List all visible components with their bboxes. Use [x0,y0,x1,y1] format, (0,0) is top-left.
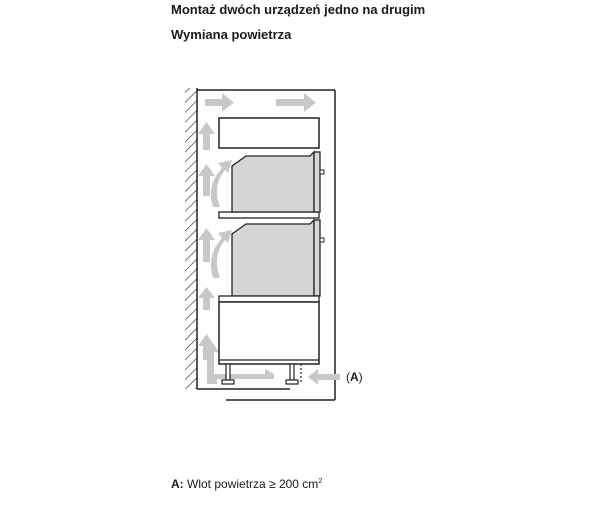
section-subtitle: Wymiana powietrza [171,27,292,42]
legend-air-inlet [171,477,322,491]
legend-key: A: [171,477,184,491]
base-cabinet [219,302,319,364]
legend-text: Wlot powietrza ≥ 200 cm [183,477,319,491]
upper-appliance [232,152,324,212]
lower-appliance [232,220,324,296]
page-title: Montaż dwóch urządzeń jedno na drugim [171,2,426,17]
lower-shelf [219,296,319,302]
upper-cabinet [219,118,319,148]
wall [185,88,197,389]
upper-shelf [219,212,319,218]
legend-superscript: 2 [318,478,323,485]
callout-a: (A) [346,370,363,384]
